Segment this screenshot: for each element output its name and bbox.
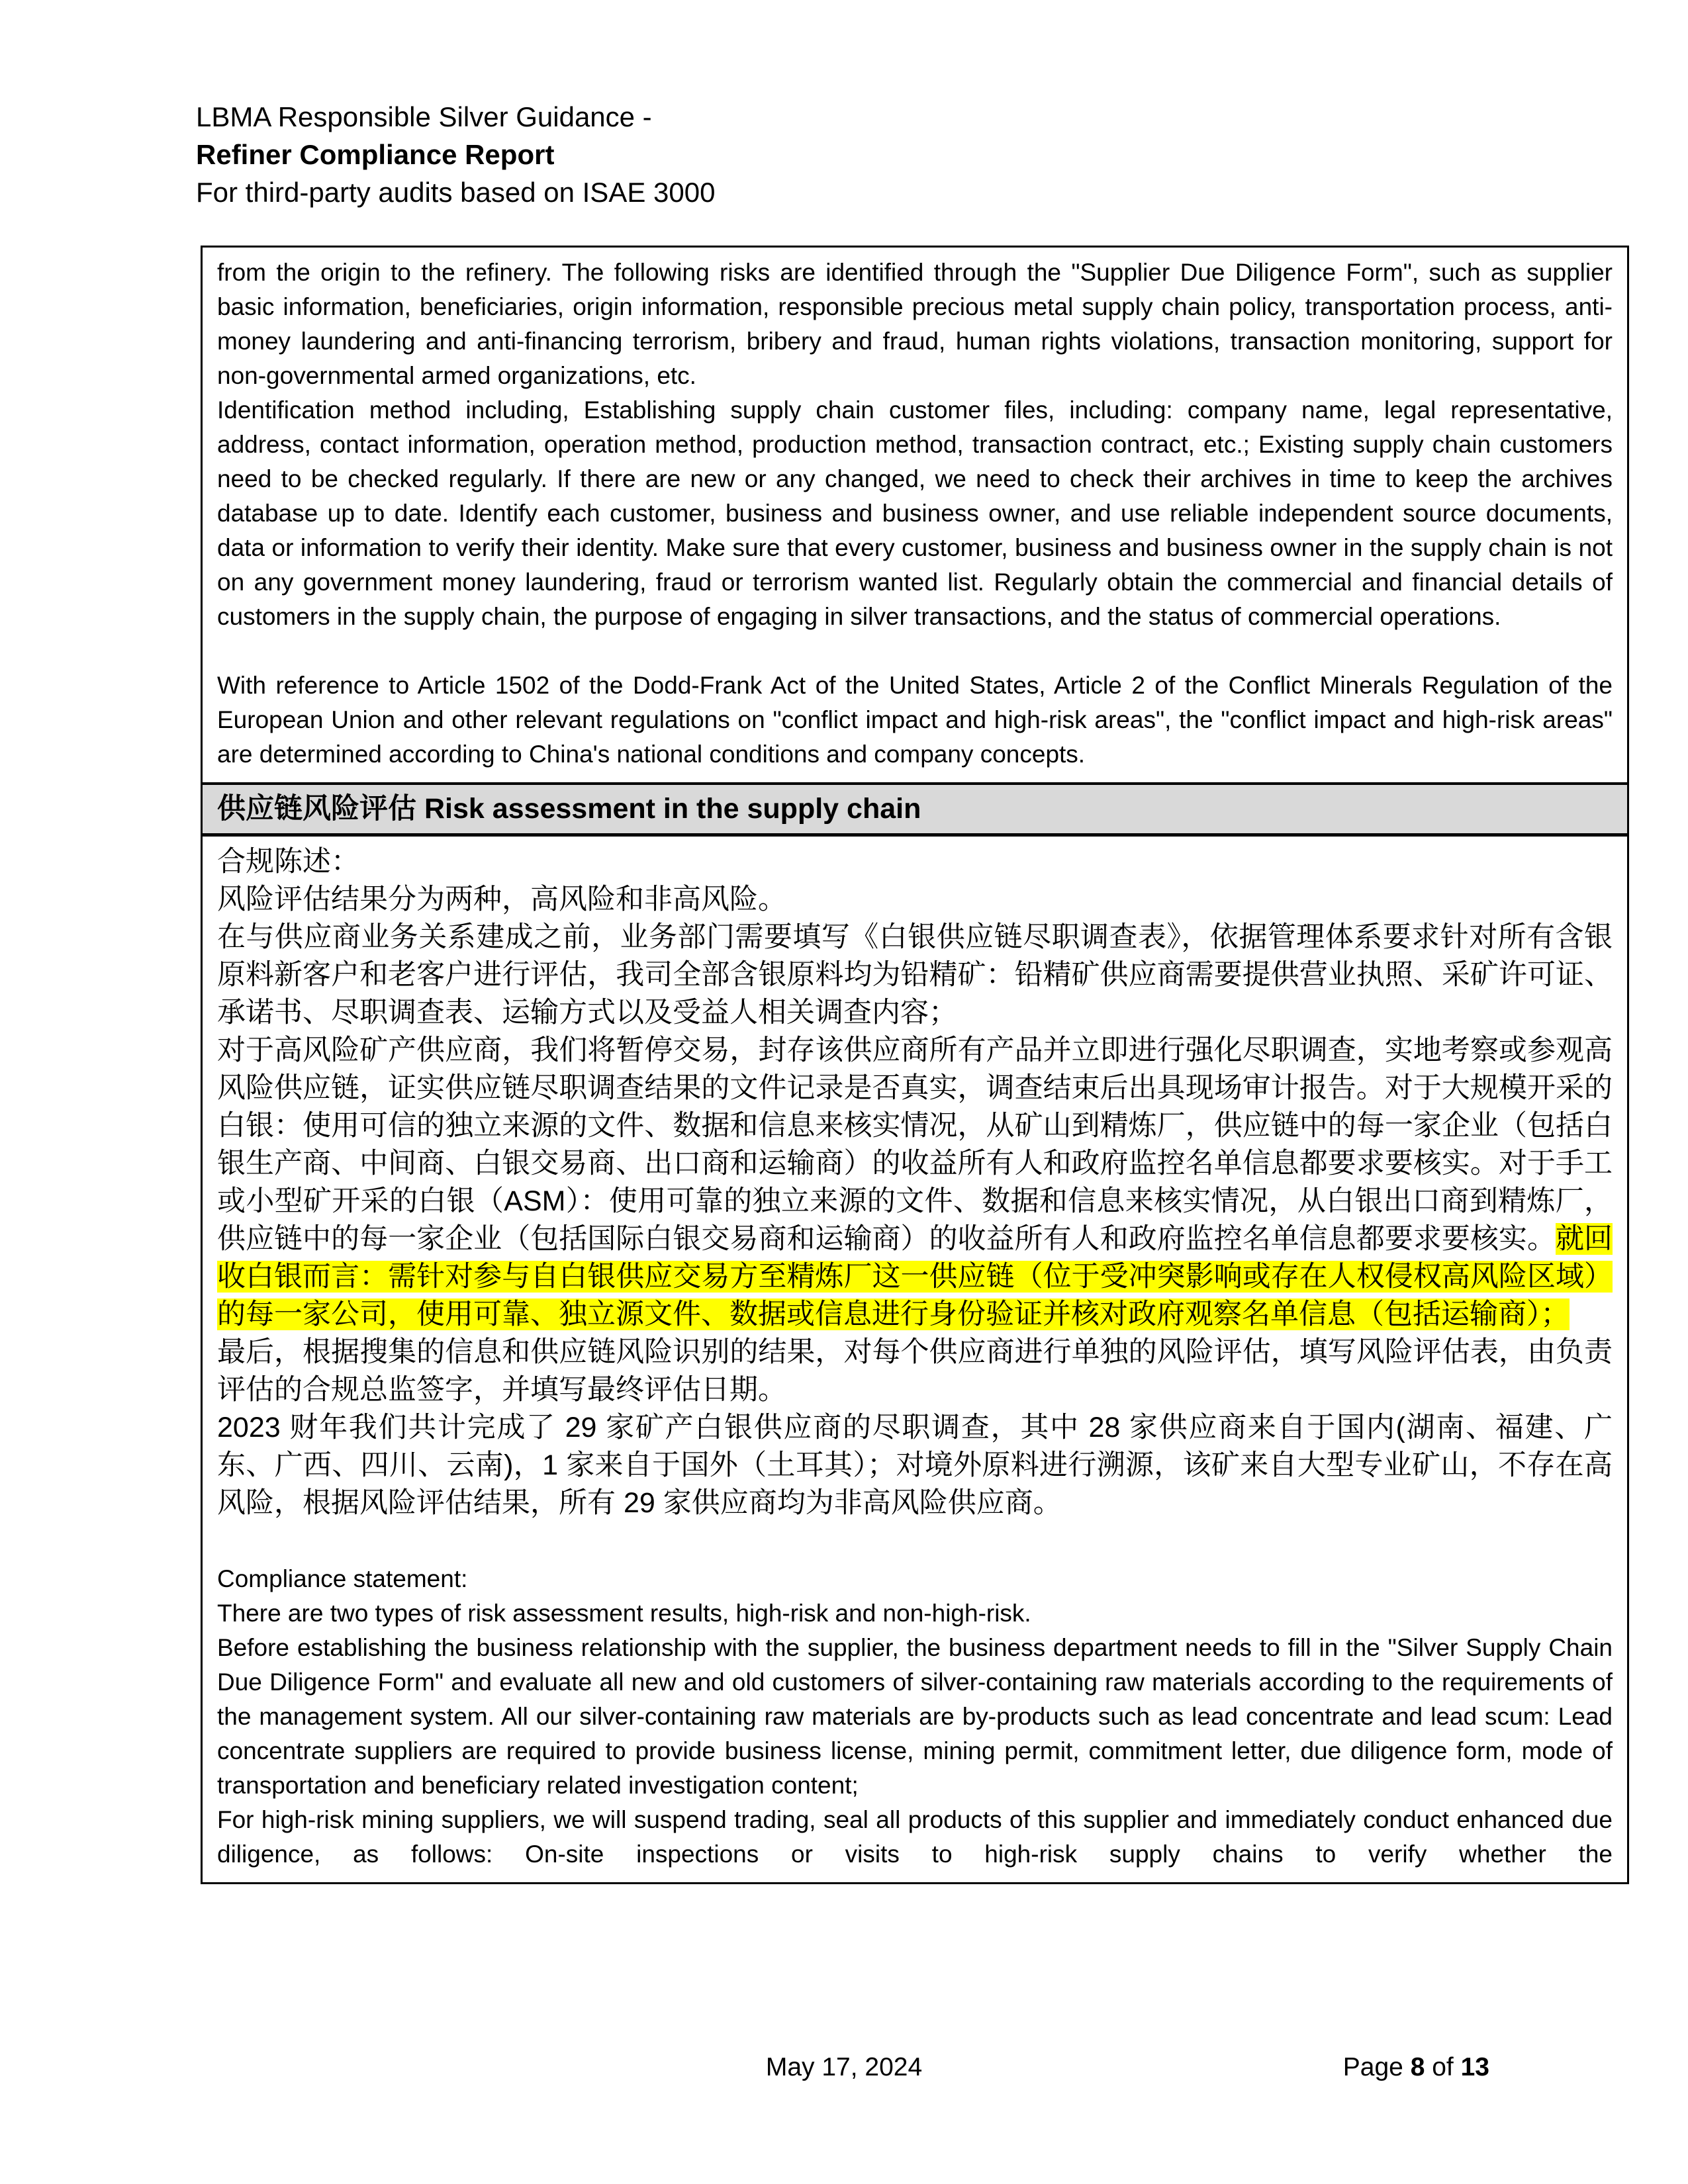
header-guidance-title: LBMA Responsible Silver Guidance - [196,101,652,132]
paragraph-identification: Identification method including, Establishing supply chain customer files, including: company name, legal representative, address, contact information, operation method, production method, transaction contract, etc.; Existing supply chain customers need to be checked regularly. If there are new or any changed, we need to check their archives in time to keep the archives database up to date. Identify each customer, business and business owner, and use reliable independent source documents, data or information to verify their identity. Make sure that every customer, business and business owner in the supply chain is not on any government money laundering, fraud or terrorism wanted list. Regularly obtain the commercial and financial details of customers in the supply chain, the purpose of engaging in silver transactions, and the status of commercial operations. [217,396,1613,630]
footer-page-number [1343,2052,1489,2083]
header-audit-subtitle: For third-party audits based on ISAE 3000 [196,177,716,208]
section-title-en: Risk assessment in the supply chain [424,793,921,825]
content-box [201,246,1629,1884]
en-high-risk-suppliers: For high-risk mining suppliers, we will suspend trading, seal all products of this supplier and immediately conduct enhanced due diligence, as follows: On-site inspections or visits to high-risk supply chains to verify whether the [217,1806,1613,1868]
footer-date: May 17, 2024 [765,2053,923,2081]
header-report-title: Refiner Compliance Report [196,139,555,170]
page-label: Page [1342,2053,1411,2081]
page-current: 8 [1410,2053,1425,2081]
recycled-silver-highlight: 就回收白银而言：需针对参与自白银供应交易方至精炼厂这一供应链（位于受冲突影响或存在人权侵权高风险区域）的每一家公司，使用可靠、独立源文件、数据或信息进行身份验证并核对政府观察名单信息（包括运输商）； [217,1223,1613,1330]
en-before-relationship: Before establishing the business relationship with the supplier, the business department needs to fill in the "Silver Supply Chain Due Diligence Form" and evaluate all new and old customers of silver-containing raw materials according to the requirements of the management system. All our silver-containing raw materials are by-products such as lead concentrate and lead scum: Lead concentrate suppliers are required to provide business license, mining permit, commitment letter, due diligence form, mode of transportation and beneficiary related investigation content; [217,1634,1613,1799]
zh-risk-types: 风险评估结果分为两种，高风险和非高风险。 [217,884,786,915]
en-compliance-label: Compliance statement: [217,1565,468,1592]
zh-before-relationship: 在与供应商业务关系建成之前，业务部门需要填写《白银供应链尽职调查表》，依据管理体系要求针对所有含银原料新客户和老客户进行评估，我司全部含银原料均为铅精矿：铅精矿供应商需要提供营业执照、采矿许可证、承诺书、尽职调查表、运输方式以及受益人相关调查内容； [217,921,1613,1028]
paragraph-origin-refinery: from the origin to the refinery. The following risks are identified through the "Supplier Due Diligence Form", such as supplier basic information, beneficiaries, origin information, responsible precious metal supply chain policy, transportation process, anti-money laundering and anti-financing terrorism, bribery and fraud, human rights violations, transaction monitoring, support for non-governmental armed organizations, etc. [217,259,1613,389]
zh-high-risk-procedure [217,1032,1613,1334]
page-total: 13 [1460,2053,1489,2081]
section-title-zh: 供应链风险评估 [217,793,416,825]
blank-line [217,634,1613,668]
zh-final-assessment: 最后，根据搜集的信息和供应链风险识别的结果，对每个供应商进行单独的风险评估，填写风险评估表，由负责评估的合规总监签字，并填写最终评估日期。 [217,1336,1613,1406]
en-risk-types: There are two types of risk assessment results, high-risk and non-high-risk. [217,1600,1031,1627]
paragraph-dodd-frank: With reference to Article 1502 of the Dodd-Frank Act of the United States, Article 2 of the Conflict Minerals Regulation of the European Union and other relevant regulations on "conflict impact and high-risk areas", the "conflict impact and high-risk areas" are determined according to China's national conditions and company concepts. [217,672,1613,768]
zh-fy2023-summary: 2023 财年我们共计完成了 29 家矿产白银供应商的尽职调查，其中 28 家供应商来自于国内(湖南、福建、广东、广西、四川、云南)，1 家来自于国外（土耳其）；对境外原料进行溯源，该矿来自大型专业矿山，不存在高风险，根据风险评估结果，所有 29 家供应商均为非高风险供应商。 [217,1412,1613,1519]
zh-compliance-label: 合规陈述： [217,846,359,878]
page-of-label: of [1425,2053,1461,2081]
zh-high-risk-procedure-text: 对于高风险矿产供应商，我们将暂停交易，封存该供应商所有产品并立即进行强化尽职调查，实地考察或参观高风险供应链，证实供应链尽职调查结果的文件记录是否真实，调查结束后出具现场审计报告。对于大规模开采的白银：使用可信的独立来源的文件、数据和信息来核实情况，从矿山到精炼厂，供应链中的每一家企业（包括白银生产商、中间商、白银交易商、出口商和运输商）的收益所有人和政府监控名单信息都要求要核实。对于手工或小型矿开采的白银（ASM）：使用可靠的独立来源的文件、数据和信息来核实情况，从白银出口商到精炼厂，供应链中的每一家企业（包括国际白银交易商和运输商）的收益所有人和政府监控名单信息都要求要核实。 [217,1034,1613,1255]
document-header [196,98,715,211]
blank-line [217,1522,1613,1562]
section-header-bar [203,782,1627,837]
